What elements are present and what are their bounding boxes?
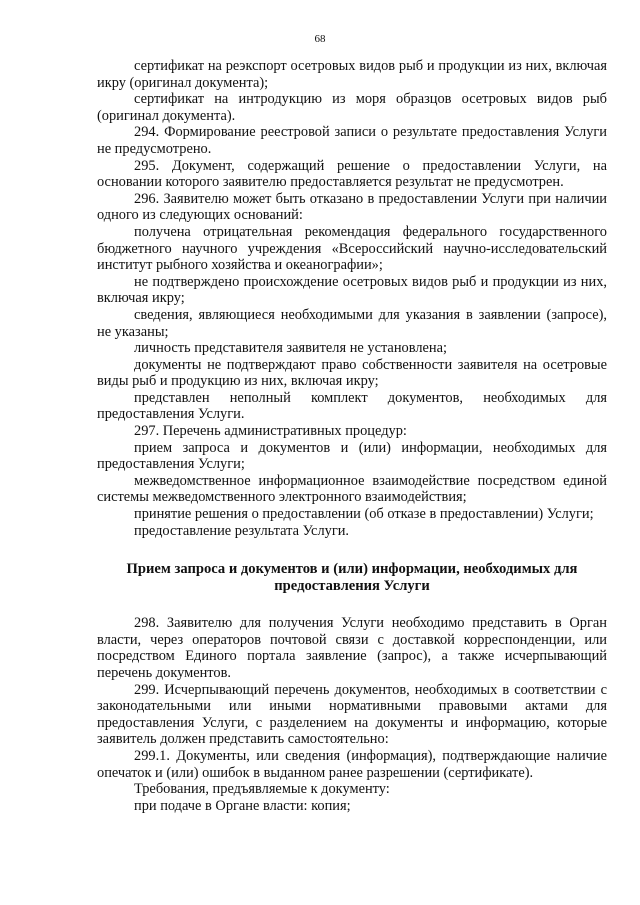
paragraph: межведомственное информационное взаимодействие посредством единой системы межведомственного электронного взаимодействия; — [97, 472, 607, 506]
paragraph-297: 297. Перечень административных процедур: — [134, 423, 407, 440]
paragraph: документы не подтверждают право собственности заявителя на осетровые виды рыб и продукцию из них, включая икру; — [97, 356, 607, 390]
paragraph: получена отрицательная рекомендация федерального государственного бюджетного научного учреждения «Всероссийский научно-исследовательский институт рыбного хозяйства и океанографии»; — [97, 223, 607, 274]
page-number: 68 — [314, 33, 326, 45]
paragraph-295: 295. Документ, содержащий решение о предоставлении Услуги, на основании которого заявителю предоставляется результат не предусмотрен. — [97, 157, 607, 191]
paragraph: принятие решения о предоставлении (об отказе в предоставлении) Услуги; — [134, 506, 594, 523]
paragraph: прием запроса и документов и (или) информации, необходимых для предоставления Услуги; — [97, 439, 607, 473]
paragraph-294: 294. Формирование реестровой записи о результате предоставления Услуги не предусмотрено. — [97, 124, 607, 157]
document-body — [97, 58, 607, 814]
paragraph: не подтверждено происхождение осетровых видов рыб и продукции из них, включая икру; — [97, 273, 607, 307]
section-heading: Прием запроса и документов и (или) информации, необходимых для предоставления Услуги — [126, 561, 578, 595]
paragraph: сведения, являющиеся необходимыми для указания в заявлении (запросе), не указаны; — [97, 306, 607, 340]
paragraph: сертификат на реэкспорт осетровых видов рыб и продукции из них, включая икру (оригинал документа); — [97, 58, 607, 91]
paragraph: представлен неполный комплект документов, необходимых для предоставления Услуги. — [97, 389, 607, 423]
paragraph-299-1: 299.1. Документы, или сведения (информация), подтверждающие наличие опечаток и (или) ошибок в выданном ранее разрешении (сертификате). — [97, 747, 607, 781]
paragraph-299: 299. Исчерпывающий перечень документов, необходимых в соответствии с законодательными или иными нормативными правовыми актами для предоставления Услуги, с разделением на документы и информацию, которые заявитель должен представить самостоятельно: — [97, 681, 607, 748]
paragraph: личность представителя заявителя не установлена; — [134, 340, 447, 357]
paragraph: при подаче в Органе власти: копия; — [134, 797, 351, 814]
paragraph-298: 298. Заявителю для получения Услуги необходимо представить в Орган власти, через операторов почтовой связи с доставкой корреспонденции, или посредством Единого портала заявление (запрос), а также исчерпывающий перечень документов. — [97, 615, 607, 681]
paragraph: предоставление результата Услуги. — [134, 522, 350, 539]
paragraph-296: 296. Заявителю может быть отказано в предоставлении Услуги при наличии одного из следующих оснований: — [97, 190, 607, 224]
paragraph: сертификат на интродукцию из моря образцов осетровых видов рыб (оригинал документа). — [97, 91, 607, 124]
paragraph: Требования, предъявляемые к документу: — [134, 781, 390, 798]
